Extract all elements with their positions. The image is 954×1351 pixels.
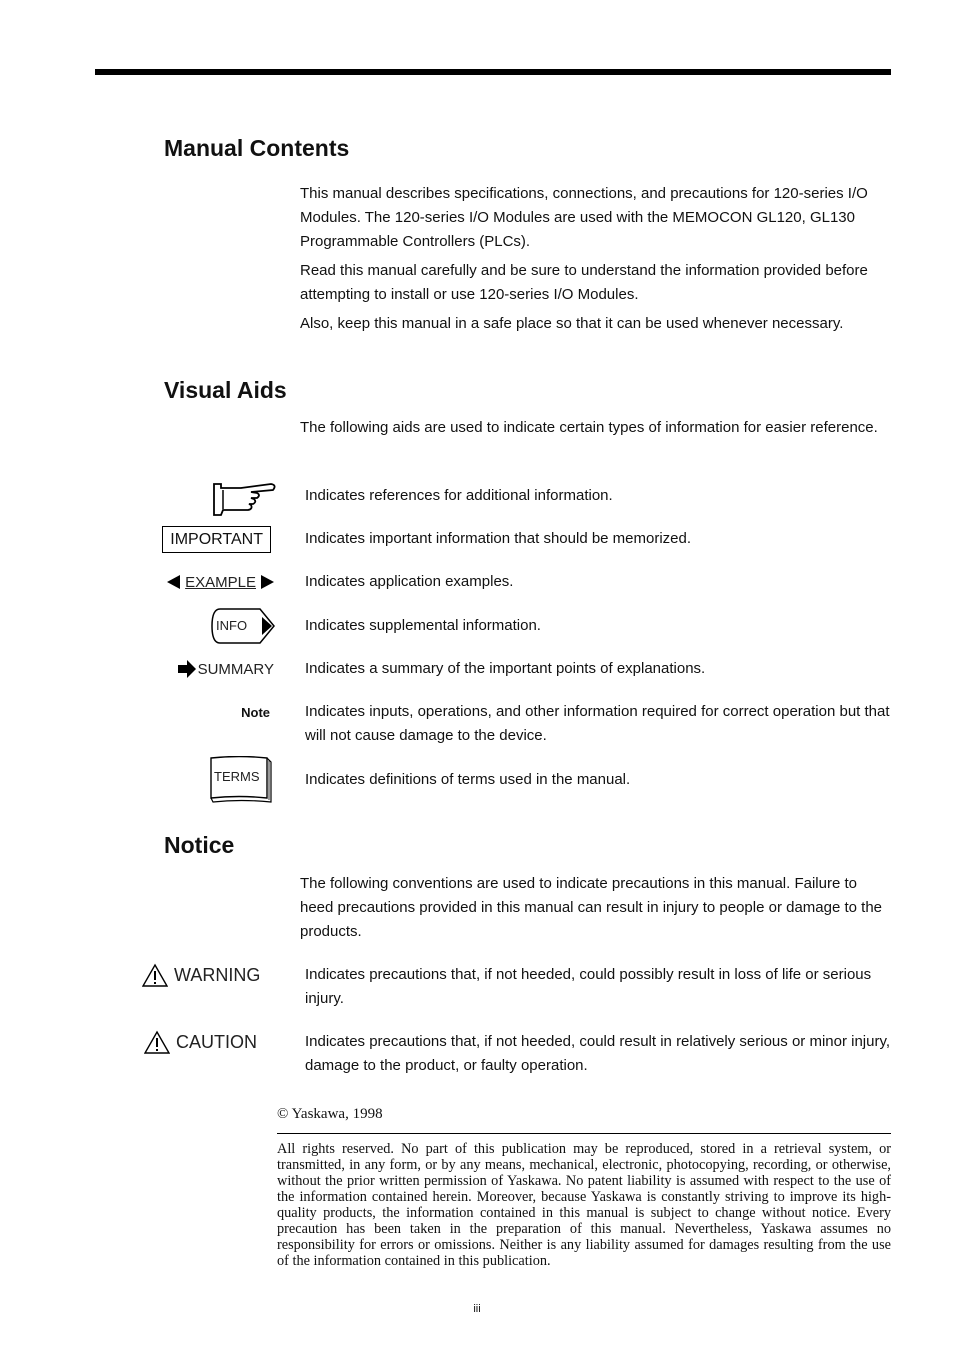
summary-label: SUMMARY bbox=[197, 660, 274, 678]
aid-description: Indicates supplemental information. bbox=[305, 617, 541, 634]
example-label: EXAMPLE bbox=[185, 573, 256, 591]
terms-book-icon bbox=[209, 756, 275, 806]
copyright-rule bbox=[277, 1133, 891, 1134]
copyright-line: © Yaskawa, 1998 bbox=[277, 1106, 383, 1122]
warning-triangle-icon bbox=[142, 963, 168, 987]
warning-description: Indicates precautions that, if not heeded, could possibly result in loss of life or serious injury. bbox=[305, 966, 872, 1007]
section-heading-notice: Notice bbox=[164, 832, 235, 858]
aid-description: Indicates inputs, operations, and other information required for correct operation but that will not cause damage to the device. bbox=[305, 703, 890, 744]
summary-arrow-icon bbox=[150, 657, 274, 681]
paragraph: The following aids are used to indicate certain types of information for easier reference. bbox=[300, 419, 878, 436]
top-rule bbox=[95, 69, 891, 75]
triangle-left-icon bbox=[167, 575, 181, 589]
info-label: INFO bbox=[216, 618, 248, 633]
aid-description: Indicates application examples. bbox=[305, 573, 514, 590]
warning-label-group bbox=[142, 963, 260, 987]
page-number: iii bbox=[473, 1303, 481, 1315]
pointing-hand-icon bbox=[205, 479, 277, 517]
caution-triangle-icon bbox=[144, 1030, 170, 1054]
section-heading-manual-contents: Manual Contents bbox=[164, 135, 350, 161]
caution-description: Indicates precautions that, if not heeded, could result in relatively serious or minor injury, damage to the product, or faulty operation. bbox=[305, 1033, 891, 1074]
important-label: IMPORTANT bbox=[162, 526, 271, 553]
terms-label: TERMS bbox=[214, 769, 260, 784]
important-box-icon bbox=[120, 524, 271, 554]
example-icon bbox=[120, 570, 274, 594]
aid-description: Indicates definitions of terms used in the manual. bbox=[305, 771, 631, 788]
arrow-right-icon bbox=[177, 660, 197, 678]
paragraph: The following conventions are used to indicate precautions in this manual. Failure to heed precautions provided in this manual can result in injury to people or damage to the products. bbox=[300, 875, 883, 940]
caution-label-group bbox=[144, 1030, 257, 1054]
paragraph: This manual describes specifications, connections, and precautions for 120-series I/O Modules. The 120-series I/O Modules are used with the MEMOCON GL120, GL130 Programmable Controllers (PLCs). bbox=[300, 185, 868, 250]
aid-description: Indicates important information that should be memorized. bbox=[305, 530, 692, 547]
triangle-right-icon bbox=[260, 575, 274, 589]
legal-notice: All rights reserved. No part of this publication may be reproduced, stored in a retrieval system, or transmitted, in any form, or by any means, mechanical, electronic, photocopying, recording, or otherwise, without the prior written permission of Yaskawa. No patent liability is assumed with respect to the use of the information contained herein. Moreover, because Yaskawa is constantly striving to improve its high-quality products, the information contained in this manual is subject to change without notice. Every precaution has been taken in the preparation of this manual. Nevertheless, Yaskawa assumes no responsibility for errors or omissions. Neither is any liability assumed for damages resulting from the use of the information contained in this publication. bbox=[277, 1141, 891, 1269]
aid-description: Indicates references for additional information. bbox=[305, 487, 613, 504]
info-icon bbox=[210, 607, 276, 645]
paragraph: Read this manual carefully and be sure to understand the information provided before attempting to install or use 120-series I/O Modules. bbox=[300, 262, 868, 303]
section-heading-visual-aids: Visual Aids bbox=[164, 377, 287, 403]
aid-description: Indicates a summary of the important points of explanations. bbox=[305, 660, 706, 677]
caution-label: CAUTION bbox=[176, 1031, 257, 1052]
paragraph: Also, keep this manual in a safe place so that it can be used whenever necessary. bbox=[300, 315, 844, 332]
warning-label: WARNING bbox=[174, 964, 261, 985]
note-label: Note bbox=[241, 704, 270, 720]
